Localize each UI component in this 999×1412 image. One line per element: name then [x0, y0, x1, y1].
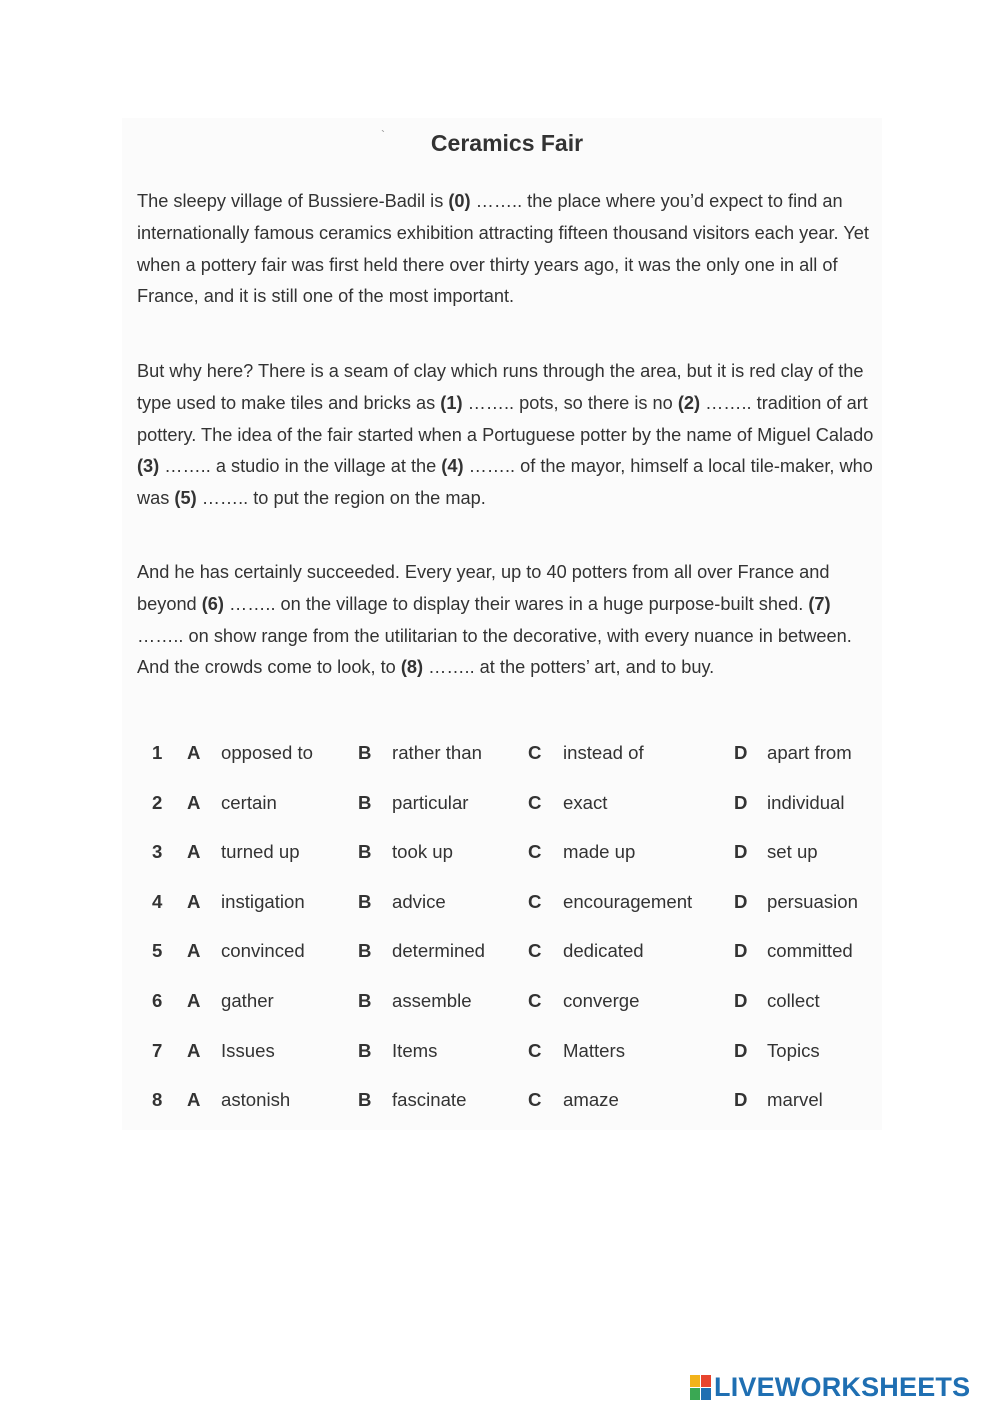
option-letter: D	[734, 990, 748, 1011]
option-text: Issues	[221, 1040, 275, 1061]
paragraph-text: The sleepy village of Bussiere-Badil is	[137, 191, 449, 211]
option-text: astonish	[221, 1089, 291, 1110]
option-text: exact	[563, 792, 608, 813]
question-number: 2	[152, 792, 163, 813]
option-text: turned up	[221, 841, 300, 862]
option-letter: A	[187, 990, 201, 1011]
option-letter: A	[187, 742, 201, 763]
gap-marker: (8)	[400, 657, 424, 678]
option-letter: C	[528, 891, 542, 912]
gap-marker: (2)	[677, 392, 701, 413]
option-letter: A	[187, 940, 201, 961]
option-letter: B	[358, 1089, 372, 1110]
option-letter: C	[528, 990, 542, 1011]
question-number: 8	[152, 1089, 163, 1110]
option-letter: B	[358, 891, 372, 912]
brand-name: LIVEWORKSHEETS	[714, 1372, 971, 1402]
option-text: collect	[767, 990, 820, 1011]
option-text: took up	[392, 841, 453, 862]
option-letter: D	[734, 742, 748, 763]
option-text: committed	[767, 940, 853, 961]
question-number: 7	[152, 1040, 163, 1061]
option-text: encouragement	[563, 891, 693, 912]
option-text: apart from	[767, 742, 852, 763]
option-letter: C	[528, 1040, 542, 1061]
paragraph-text: And he has certainly succeeded. Every year, up to 40 potters from all over France and beyond	[137, 562, 830, 614]
option-text: instead of	[563, 742, 644, 763]
option-letter: A	[187, 891, 201, 912]
option-letter: D	[734, 891, 748, 912]
option-letter: C	[528, 742, 542, 763]
question-number: 4	[152, 891, 163, 912]
option-letter: B	[358, 990, 372, 1011]
option-text: set up	[767, 841, 818, 862]
liveworksheets-icon	[690, 1375, 711, 1400]
paragraph-1	[137, 186, 882, 313]
option-text: made up	[563, 841, 636, 862]
question-number: 6	[152, 990, 163, 1011]
option-letter: A	[187, 1040, 201, 1061]
option-text: Topics	[767, 1040, 820, 1061]
paragraph-text: …….. on show range from the utilitarian to the decorative, with every nuance in between. And the crowds come to look, to	[137, 625, 852, 678]
gap-marker: (1)	[440, 392, 463, 413]
paragraph-text: …….. pots, so there is no	[462, 392, 678, 413]
option-letter: B	[358, 841, 372, 862]
option-text: amaze	[563, 1089, 619, 1110]
option-text: particular	[392, 792, 469, 813]
question-number: 3	[152, 841, 163, 862]
option-text: dedicated	[563, 940, 644, 961]
option-text: Items	[392, 1040, 438, 1061]
gap-marker: (7)	[808, 593, 831, 614]
option-letter: C	[528, 792, 542, 813]
option-text: persuasion	[767, 891, 858, 912]
gap-marker: (4)	[441, 456, 464, 477]
gap-marker: (0)	[448, 191, 471, 211]
option-text: rather than	[392, 742, 482, 763]
paragraph-text: But why here? There is a seam of clay which runs through the area, but it is red clay of the type used to make tiles and bricks as	[137, 361, 864, 413]
paragraph-3	[137, 557, 882, 684]
option-text: advice	[392, 891, 446, 912]
option-text: opposed to	[221, 742, 314, 763]
option-letter: B	[358, 742, 372, 763]
question-number: 5	[152, 940, 163, 961]
option-text: convinced	[221, 940, 305, 961]
option-letter: A	[187, 792, 201, 813]
option-letter: D	[734, 1040, 748, 1061]
option-letter: C	[528, 1089, 542, 1110]
option-text: converge	[563, 990, 640, 1011]
option-letter: D	[734, 940, 748, 961]
option-text: fascinate	[392, 1089, 467, 1110]
option-letter: A	[187, 841, 201, 862]
option-text: gather	[221, 990, 274, 1011]
option-letter: D	[734, 1089, 748, 1110]
option-letter: A	[187, 1089, 201, 1110]
paragraph-2	[137, 356, 882, 515]
paragraph-text: …….. of the mayor, himself a local tile-maker, who was	[137, 456, 873, 509]
paragraph-text: …….. to put the region on the map.	[196, 488, 486, 509]
liveworksheets-logo	[690, 1372, 970, 1403]
option-letter: B	[358, 1040, 372, 1061]
option-text: individual	[767, 792, 845, 813]
option-letter: B	[358, 792, 372, 813]
paragraph-text: …….. on the village to display their wares in a huge purpose-built shed.	[223, 593, 809, 614]
option-text: Matters	[563, 1040, 625, 1061]
paragraph-text: …….. the place where you’d expect to find an internationally famous ceramics exhibition attracting fifteen thousand visitors each year. Yet when a pottery fair was first held there over thirty years ago, it was the only one in all of France, and it is still one of the most important.	[137, 191, 869, 307]
question-number: 1	[152, 742, 163, 763]
option-letter: C	[528, 841, 542, 862]
option-text: assemble	[392, 990, 472, 1011]
option-text: marvel	[767, 1089, 823, 1110]
option-text: instigation	[221, 891, 305, 912]
option-letter: D	[734, 792, 748, 813]
option-letter: D	[734, 841, 748, 862]
option-text: certain	[221, 792, 277, 813]
option-text: determined	[392, 940, 486, 961]
page-title: Ceramics Fair	[430, 130, 584, 156]
scan-mark: `	[381, 128, 385, 142]
option-letter: B	[358, 940, 372, 961]
option-letter: C	[528, 940, 542, 961]
paragraph-text: …….. at the potters’ art, and to buy.	[423, 657, 715, 678]
gap-marker: (5)	[174, 488, 197, 509]
paragraph-text: …….. a studio in the village at the	[159, 456, 442, 477]
gap-marker: (3)	[137, 456, 160, 477]
paragraph-text: …….. tradition of art pottery. The idea of the fair started when a Portuguese potter by the name of Miguel Calado	[137, 392, 874, 445]
gap-marker: (6)	[201, 593, 224, 614]
